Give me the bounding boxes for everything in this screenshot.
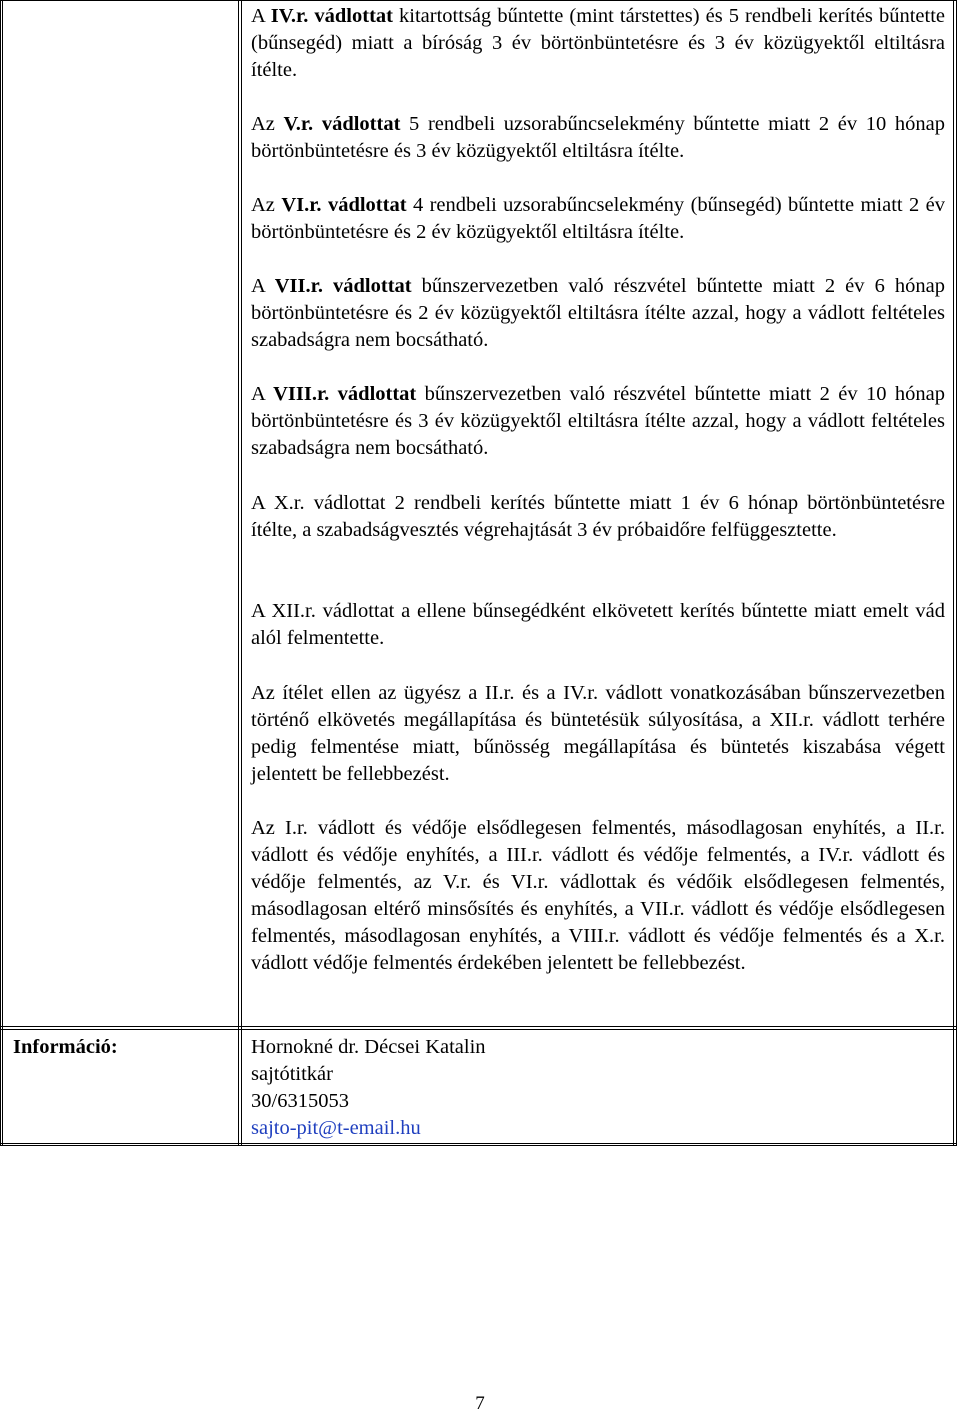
paragraph-defendant-v: Az V.r. vádlottat 5 rendbeli uzsorabűncselekmény bűntette miatt 2 év 10 hónap börtönbüntetésre és 3 év közügyektől eltiltásra ítélte. [251,113,945,162]
paragraph-defendant-iv: A IV.r. vádlottat kitartottság bűntette (mint társtettes) és 5 rendbeli kerítés bűntette (bűnsegéd) miatt a bíróság 3 év börtönbüntetésre és 3 év közügyektől eltiltásra ítélte. [251,5,945,81]
contact-email-link[interactable]: sajto-pit@t-email.hu [251,1117,421,1139]
row-divider-inner [0,1029,957,1030]
paragraph-defendant-viii: A VIII.r. vádlottat bűnszervezetben való részvétel bűntette miatt 2 év 10 hónap börtönbüntetésre és 3 év közügyektől eltiltásra ítélte azzal, hogy a vádlott feltételes szabadságra nem bocsátható. [251,383,945,459]
paragraph-defense-appeal: Az I.r. vádlott és védője elsődlegesen felmentés, másodlagosan enyhítés, a II.r. vádlott és védője enyhítés, a III.r. vádlott és védője felmentés, a IV.r. vádlott és védője felmentés, az V.r. és VI.r. vádlottak és védőik elsődlegesen felmentés, másodlagosan eltérő minsősítés és enyhítés, a VII.r. vádlott és védője elsődlegesen felmentés, másodlagosan enyhítés, a VIII.r. vádlott és védője felmentés és a X.r. vádlott védője felmentés érdekében jelentett be fellebbezést. [251,817,945,974]
table-border-bottom [0,1143,957,1144]
info-label: Információ: [13,1036,118,1058]
column-divider-inner [241,0,242,1146]
row-divider [0,1026,957,1027]
page-number: 7 [475,1393,485,1414]
paragraph-defendant-vii: A VII.r. vádlottat bűnszervezetben való részvétel bűntette miatt 2 év 6 hónap börtönbüntetésre és 2 év közügyektől eltiltásra ítélte azzal, hogy a vádlott feltételes szabadságra nem bocsátható. [251,275,945,351]
contact-name: Hornokné dr. Décsei Katalin [251,1036,486,1058]
paragraph-defendant-vi: Az VI.r. vádlottat 4 rendbeli uzsorabűncselekmény (bűnsegéd) bűntette miatt 2 év börtönbüntetésre és 2 év közügyektől eltiltásra ítélte. [251,194,946,243]
contact-role: sajtótitkár [251,1063,333,1085]
table-border-right [953,0,954,1146]
contact-info [251,1034,486,1142]
table-border-left [2,0,3,1146]
paragraph-prosecutor-appeal: Az ítélet ellen az ügyész a II.r. és a IV.r. vádlott vonatkozásában bűnszervezetben történő elkövetés megállapítása és büntetésük súlyosítása, a XII.r. vádlott terhére pedig felmentése miatt, bűnösség megállapítása és büntetés kiszabása végett jelentett be fellebbezést. [251,682,945,785]
contact-phone: 30/6315053 [251,1090,349,1112]
paragraph-defendant-x: A X.r. vádlottat 2 rendbeli kerítés bűntette miatt 1 év 6 hónap börtönbüntetésre ítélte, a szabadságvesztés végrehajtását 3 év próbaidőre felfüggesztette. [251,492,945,541]
column-divider [238,0,239,1146]
paragraph-defendant-xii: A XII.r. vádlottat a ellene bűnsegédként elkövetett kerítés bűntette miatt emelt vád alól felmentette. [251,600,945,649]
